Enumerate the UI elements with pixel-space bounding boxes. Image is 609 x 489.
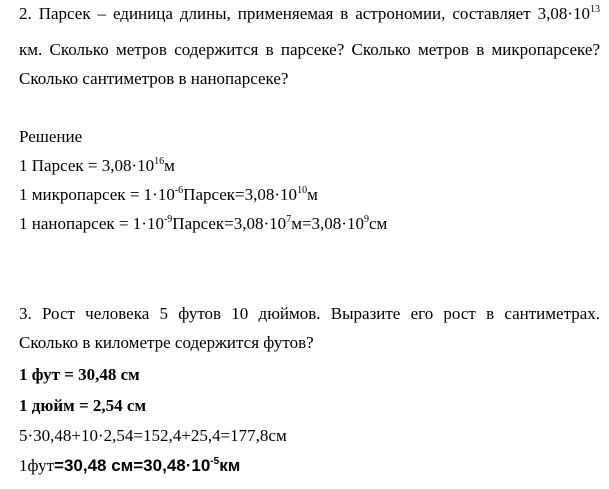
nanoparsec-line: 1 нанопарсек = $1\cdot 10^{-9}Парсек=3,08\cdot 10^7м=3,08\cdot 10^9см$ [19,214,388,233]
problem-2-line-1: 2. Парсек – единица длины, применяемая в астрономии, составляет $3,08\cdot 10^{13}$ [19,4,600,23]
solution-heading: Решение [19,127,83,146]
inch-definition: 1 дюйм = 2,54 см [19,396,147,415]
problem-2-line-3: Сколько сантиметров в нанопарсеке? [19,69,289,88]
problem-3-line-1: 3. Рост человека 5 футов 10 дюймов. Выразите его рост в сантиметрах. [19,304,600,323]
foot-to-km-line: 1фут=30,48 $см=30,48\cdot 10^{-5}км$ [19,456,241,475]
problem-3-line-2: Сколько в километре содержится футов? [19,333,314,352]
parsec-line: 1 Парсек = $3,08\cdot 10^{16}м$ [19,156,175,175]
problem-2-line-2: км. Сколько метров содержится в парсеке? Сколько метров в микропарсеке? [19,40,600,59]
height-calculation: 5·30,48+10·2,54=152,4+25,4=177,8см [19,426,287,445]
foot-definition: 1 фут = 30,48 см [19,365,140,384]
microparsec-line: 1 микропарсек = $1\cdot 10^{-6}Парсек=3,08\cdot 10^{10}м$ [19,185,318,204]
